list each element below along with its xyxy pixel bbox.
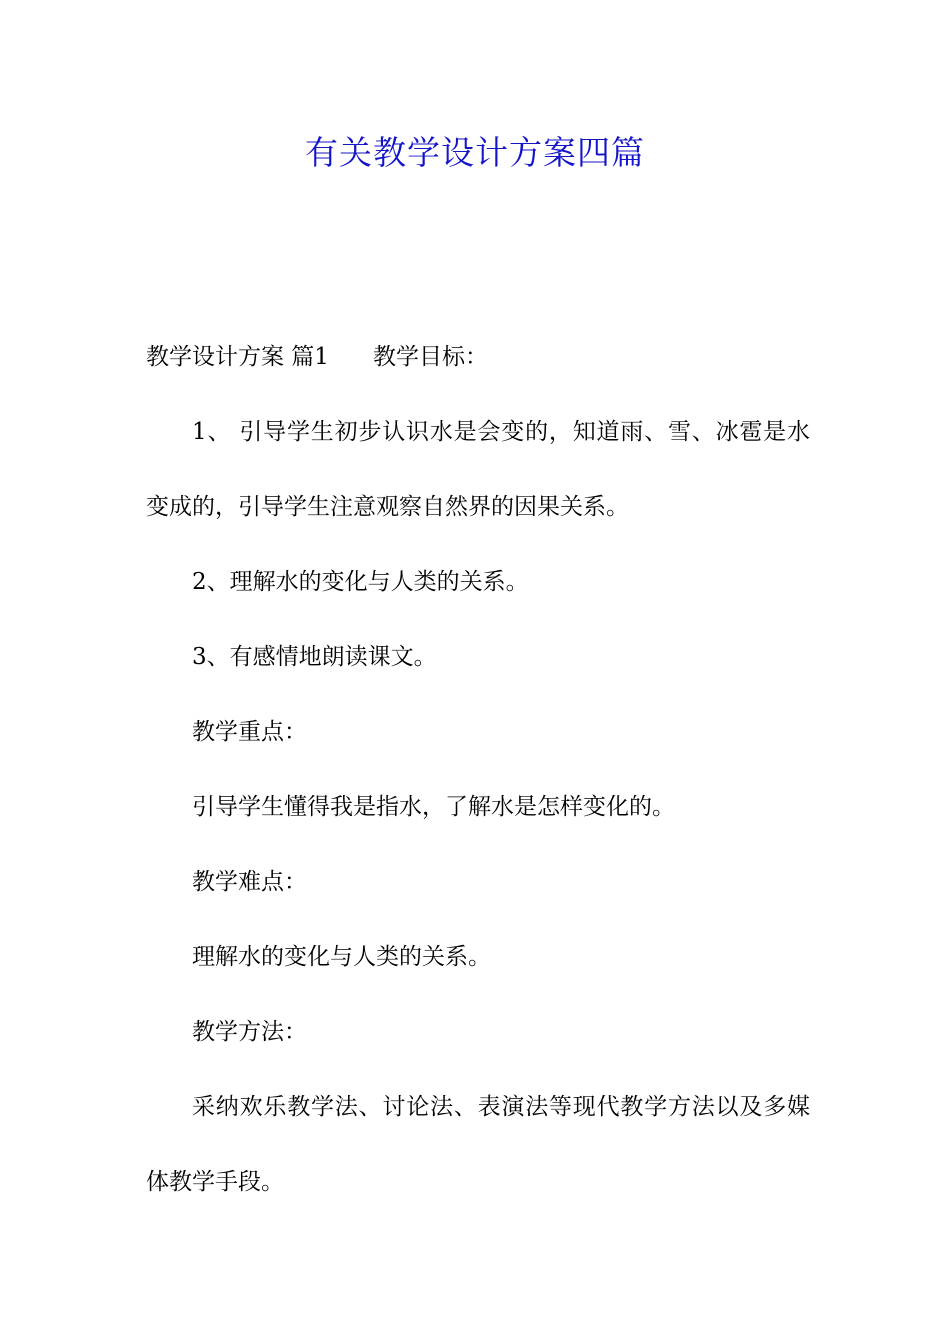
objectives-heading: 教学目标：	[372, 344, 488, 370]
section-heading: 教学设计方案 篇1	[146, 344, 329, 370]
key-points-heading: 教学重点：	[192, 719, 307, 745]
difficulties-text: 理解水的变化与人类的关系。	[192, 944, 491, 970]
document-title: 有关教学设计方案四篇	[305, 133, 645, 172]
difficulties-heading: 教学难点：	[192, 869, 307, 895]
objective-2: 2、理解水的变化与人类的关系。	[192, 569, 529, 595]
key-points-text: 引导学生懂得我是指水，了解水是怎样变化的。	[192, 794, 675, 820]
document-body	[146, 320, 810, 1220]
methods-text: 采纳欢乐教学法、讨论法、表演法等现代教学方法以及多媒体教学手段。	[146, 1094, 810, 1195]
objective-1: 1、 引导学生初步认识水是会变的，知道雨、雪、冰雹是水变成的，引导学生注意观察自然界的因果关系。	[146, 419, 810, 520]
objective-3: 3、有感情地朗读课文。	[192, 644, 437, 670]
methods-heading: 教学方法：	[192, 1019, 307, 1045]
section-header-line	[146, 320, 810, 395]
